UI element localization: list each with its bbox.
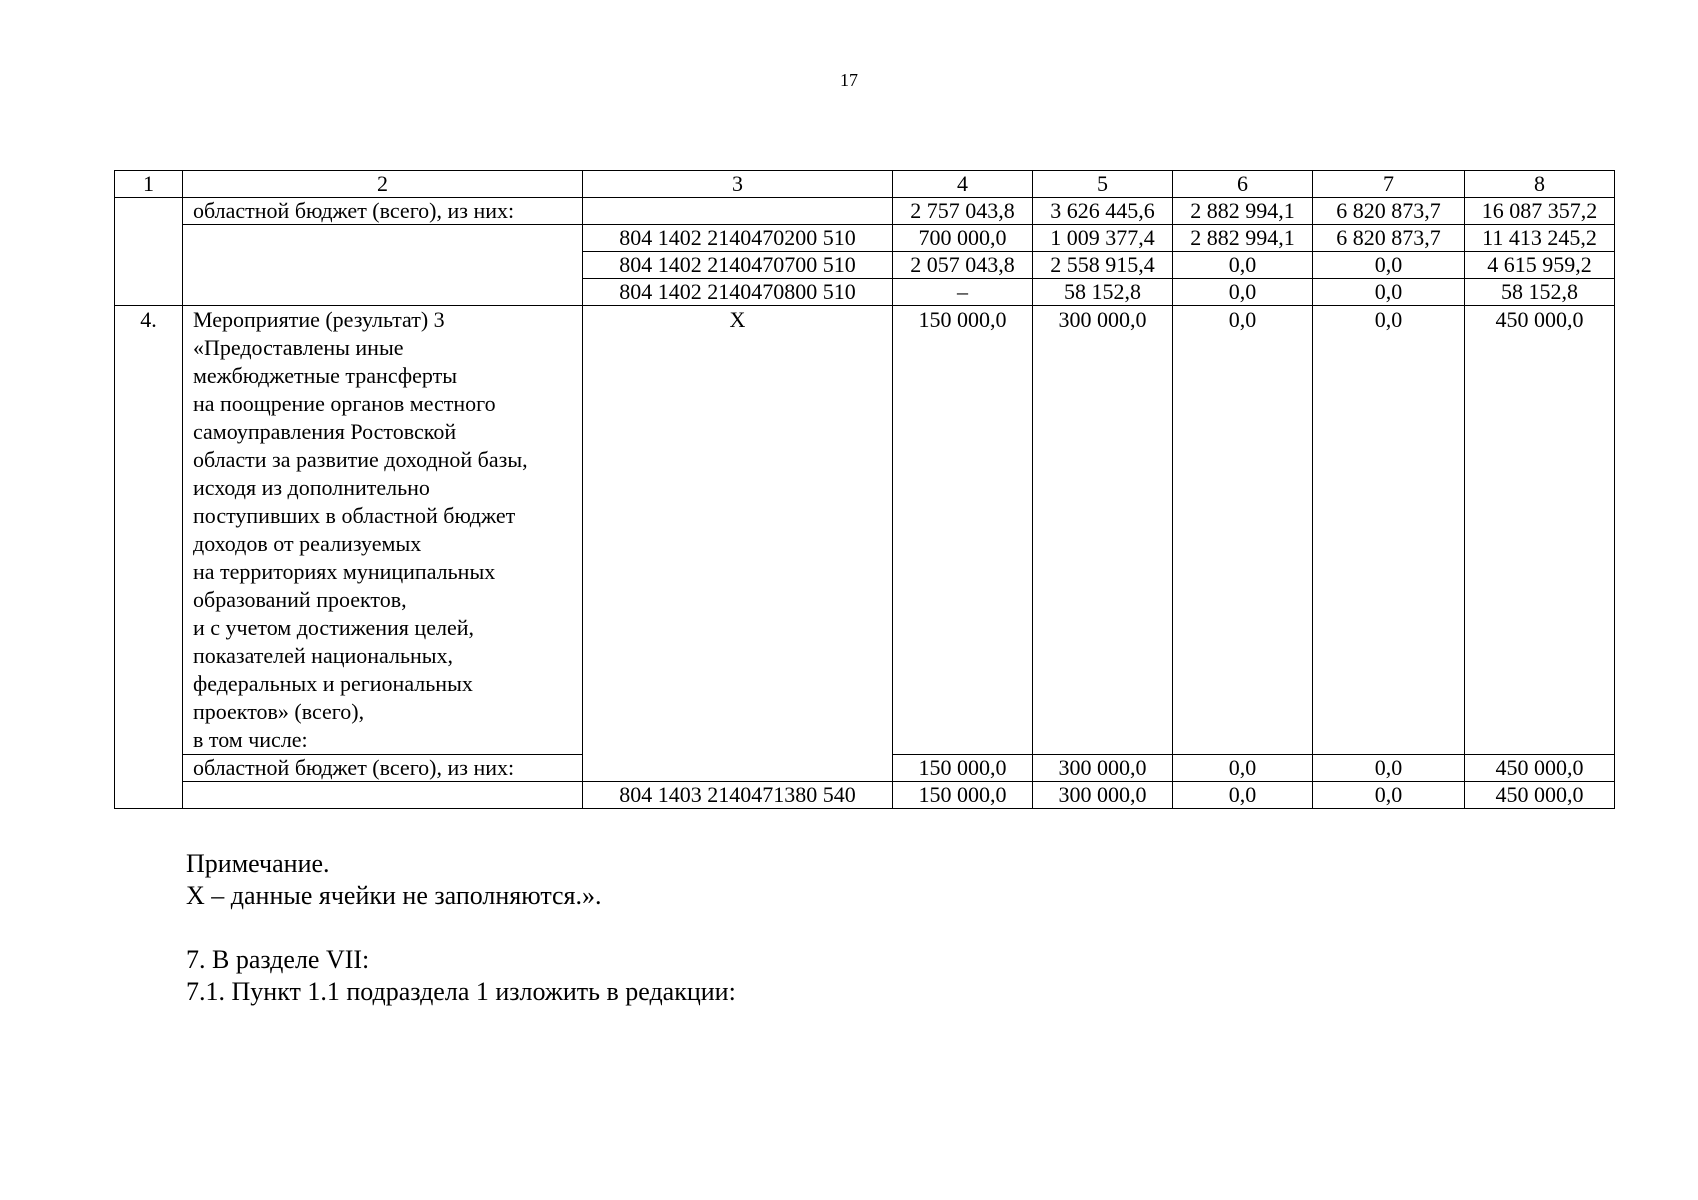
budget-label-cell: областной бюджет (всего), из них: (183, 198, 583, 225)
description-line: поступивших в областной бюджет (193, 503, 516, 528)
description-line: в том числе: (193, 727, 308, 752)
notes-block (186, 848, 736, 1008)
value-cell: – (893, 279, 1033, 306)
code-cell: 804 1402 2140470200 510 (583, 225, 893, 252)
budget-table (114, 170, 1615, 809)
value-cell: 150 000,0 (893, 306, 1033, 755)
note-x-explanation: X – данные ячейки не заполняются.». (186, 881, 602, 910)
value-cell: 300 000,0 (1033, 306, 1173, 755)
value-cell: 58 152,8 (1033, 279, 1173, 306)
header-cell: 8 (1465, 171, 1615, 198)
description-line: исходя из дополнительно (193, 475, 430, 500)
description-line: на территориях муниципальных (193, 559, 496, 584)
value-cell: 3 626 445,6 (1033, 198, 1173, 225)
value-cell: 11 413 245,2 (1465, 225, 1615, 252)
header-cell: 1 (115, 171, 183, 198)
description-line: проектов» (всего), (193, 699, 365, 724)
value-cell: 0,0 (1313, 782, 1465, 809)
description-line: области за развитие доходной базы, (193, 447, 528, 472)
num-cell (115, 198, 183, 306)
value-cell: 0,0 (1173, 252, 1313, 279)
value-cell: 300 000,0 (1033, 782, 1173, 809)
description-line: самоуправления Ростовской (193, 419, 457, 444)
budget-label-cell: областной бюджет (всего), из них: (183, 755, 583, 782)
description-line: на поощрение органов местного (193, 391, 496, 416)
value-cell: 0,0 (1173, 782, 1313, 809)
table-row (115, 198, 1615, 225)
value-cell: 0,0 (1313, 252, 1465, 279)
description-line: «Предоставлены иные (193, 335, 404, 360)
num-cell: 4. (115, 306, 183, 809)
note-title: Примечание. (186, 849, 330, 878)
value-cell: 6 820 873,7 (1313, 225, 1465, 252)
code-cell: 804 1402 2140470700 510 (583, 252, 893, 279)
value-cell: 0,0 (1173, 279, 1313, 306)
value-cell: 0,0 (1173, 306, 1313, 755)
value-cell: 0,0 (1173, 755, 1313, 782)
value-cell: 1 009 377,4 (1033, 225, 1173, 252)
table-row (115, 782, 1615, 809)
table-row (115, 225, 1615, 252)
header-row (115, 171, 1615, 198)
spacer (186, 912, 736, 944)
description-cell (183, 306, 583, 755)
header-cell: 4 (893, 171, 1033, 198)
value-cell: 700 000,0 (893, 225, 1033, 252)
value-cell: 2 757 043,8 (893, 198, 1033, 225)
header-cell: 6 (1173, 171, 1313, 198)
value-cell: 450 000,0 (1465, 782, 1615, 809)
page-number: 17 (840, 70, 858, 90)
header-cell: 3 (583, 171, 893, 198)
description-line: федеральных и региональных (193, 671, 473, 696)
value-cell: 450 000,0 (1465, 306, 1615, 755)
section-heading: 7. В разделе VII: (186, 945, 370, 974)
item-text: 7.1. Пункт 1.1 подраздела 1 изложить в редакции: (186, 977, 736, 1006)
description-line: и с учетом достижения целей, (193, 615, 474, 640)
code-cell: X (583, 306, 893, 782)
value-cell: 300 000,0 (1033, 755, 1173, 782)
value-cell: 0,0 (1313, 755, 1465, 782)
value-cell: 2 558 915,4 (1033, 252, 1173, 279)
value-cell: 58 152,8 (1465, 279, 1615, 306)
description-line: межбюджетные трансферты (193, 363, 457, 388)
value-cell: 2 882 994,1 (1173, 225, 1313, 252)
description-line: Мероприятие (результат) 3 (193, 307, 445, 332)
empty-cell (183, 225, 583, 306)
value-cell: 6 820 873,7 (1313, 198, 1465, 225)
header-cell: 7 (1313, 171, 1465, 198)
description-line: показателей национальных, (193, 643, 454, 668)
value-cell: 450 000,0 (1465, 755, 1615, 782)
code-cell: 804 1403 2140471380 540 (583, 782, 893, 809)
value-cell: 2 882 994,1 (1173, 198, 1313, 225)
header-cell: 2 (183, 171, 583, 198)
value-cell: 16 087 357,2 (1465, 198, 1615, 225)
description-line: образований проектов, (193, 587, 407, 612)
code-cell: 804 1402 2140470800 510 (583, 279, 893, 306)
value-cell: 4 615 959,2 (1465, 252, 1615, 279)
description-line: доходов от реализуемых (193, 531, 422, 556)
empty-cell (183, 782, 583, 809)
header-cell: 5 (1033, 171, 1173, 198)
value-cell: 150 000,0 (893, 755, 1033, 782)
value-cell: 0,0 (1313, 306, 1465, 755)
value-cell: 150 000,0 (893, 782, 1033, 809)
code-cell (583, 198, 893, 225)
table-row (115, 306, 1615, 755)
value-cell: 2 057 043,8 (893, 252, 1033, 279)
value-cell: 0,0 (1313, 279, 1465, 306)
